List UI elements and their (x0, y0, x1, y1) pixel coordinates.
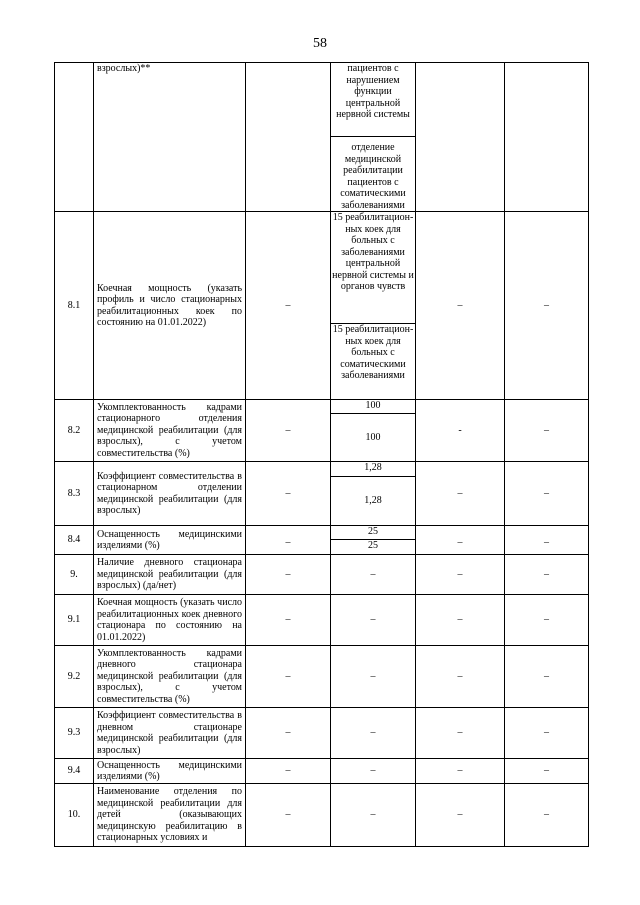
table-row (55, 212, 589, 400)
row-split-cell (331, 400, 416, 462)
row-description: Коечная мощность (указать профиль и число стационарных реабилитационных коек по состоянию на 01.01.2022) (94, 212, 246, 400)
row-value-col5: – (416, 555, 505, 595)
row-split-cell (331, 526, 416, 555)
sub-cell: пациентов с нарушением функции центральной нервной системы (336, 63, 410, 120)
row-value-col6 (505, 63, 589, 212)
row-description: Оснащенность медицинскими изделиями (%) (94, 759, 246, 784)
row-value-col4: – (331, 759, 416, 784)
row-description: Коэффициент совместительства в стационарном отделении медицинской реабилитации (для взрослых) (94, 462, 246, 526)
row-value-col5: – (416, 708, 505, 759)
table-row (55, 646, 589, 708)
table-row (55, 462, 589, 526)
indicators-table (54, 62, 589, 847)
table-row (55, 526, 589, 555)
sub-cell: 15 реабилитационных коек для больных с соматическими заболеваниями (331, 323, 415, 399)
row-value-col6: – (505, 462, 589, 526)
table-row (55, 63, 589, 212)
row-value-col5: – (416, 784, 505, 847)
table-row (55, 400, 589, 462)
row-value-col3: – (246, 708, 331, 759)
row-split-cell (331, 462, 416, 526)
row-value-col3: – (246, 212, 331, 400)
row-value-col3: – (246, 595, 331, 646)
row-value-col3: – (246, 526, 331, 555)
sub-cell: 1,28 (364, 462, 382, 473)
row-number: 9.1 (55, 595, 94, 646)
row-number: 8.2 (55, 400, 94, 462)
row-value-col3: – (246, 400, 331, 462)
row-value-col6: – (505, 212, 589, 400)
row-value-col3: – (246, 462, 331, 526)
row-value-col5: – (416, 526, 505, 555)
sub-cell: 25 (331, 539, 415, 554)
row-value-col4: – (331, 595, 416, 646)
row-value-col5: – (416, 462, 505, 526)
table-row (55, 708, 589, 759)
sub-cell: 100 (365, 400, 381, 411)
row-number: 9.2 (55, 646, 94, 708)
table-row (55, 759, 589, 784)
row-value-col4: – (331, 784, 416, 847)
row-description: взрослых)** (94, 63, 246, 212)
row-value-col6: – (505, 400, 589, 462)
row-number: 9. (55, 555, 94, 595)
row-description: Коечная мощность (указать число реабилитационных коек дневного стационара по состоянию на 01.01.2022) (94, 595, 246, 646)
row-value-col3: – (246, 555, 331, 595)
row-value-col5: – (416, 595, 505, 646)
row-description: Укомплектованность кадрами стационарного отделения медицинской реабилитации (для взрослых), с учетом совместительства (%) (94, 400, 246, 462)
sub-cell: 25 (368, 526, 378, 537)
table-row (55, 595, 589, 646)
row-number: 8.1 (55, 212, 94, 400)
row-value-col4: – (331, 555, 416, 595)
row-value-col5: - (416, 400, 505, 462)
row-value-col6: – (505, 708, 589, 759)
sub-cell: 1,28 (331, 476, 415, 525)
sub-cell: 100 (331, 413, 415, 461)
row-value-col5: – (416, 646, 505, 708)
row-number: 9.3 (55, 708, 94, 759)
row-value-col5 (416, 63, 505, 212)
row-value-col6: – (505, 646, 589, 708)
row-description: Оснащенность медицинскими изделиями (%) (94, 526, 246, 555)
row-value-col4: – (331, 708, 416, 759)
row-value-col6: – (505, 526, 589, 555)
row-number: 10. (55, 784, 94, 847)
row-split-cell (331, 63, 416, 212)
row-value-col6: – (505, 555, 589, 595)
row-value-col3: – (246, 759, 331, 784)
row-value-col6: – (505, 784, 589, 847)
sub-cell: 15 реабилитационных коек для больных с заболеваниями центральной нервной системы и органов чувств (332, 212, 414, 292)
row-number: 8.4 (55, 526, 94, 555)
row-value-col4: – (331, 646, 416, 708)
row-value-col3: – (246, 646, 331, 708)
row-value-col3 (246, 63, 331, 212)
row-number (55, 63, 94, 212)
row-number: 9.4 (55, 759, 94, 784)
table-row (55, 784, 589, 847)
row-description: Укомплектованность кадрами дневного стационара медицинской реабилитации (для взрослых), с учетом совместительства (%) (94, 646, 246, 708)
row-number: 8.3 (55, 462, 94, 526)
row-description: Коэффициент совместительства в дневном стационаре медицинской реабилитации (для взрослых) (94, 708, 246, 759)
row-value-col6: – (505, 759, 589, 784)
row-value-col6: – (505, 595, 589, 646)
row-value-col3: – (246, 784, 331, 847)
page-number: 58 (313, 36, 327, 51)
table-row (55, 555, 589, 595)
sub-cell: отделение медицинской реабилитации пациентов с соматическими заболеваниями (331, 136, 415, 211)
row-value-col5: – (416, 212, 505, 400)
row-description: Наличие дневного стационара медицинской реабилитации (для взрослых) (да/нет) (94, 555, 246, 595)
row-description: Наименование отделения по медицинской реабилитации для детей (оказывающих медицинскую реабилитацию в стационарных условиях и (94, 784, 246, 847)
row-split-cell (331, 212, 416, 400)
row-value-col5: – (416, 759, 505, 784)
